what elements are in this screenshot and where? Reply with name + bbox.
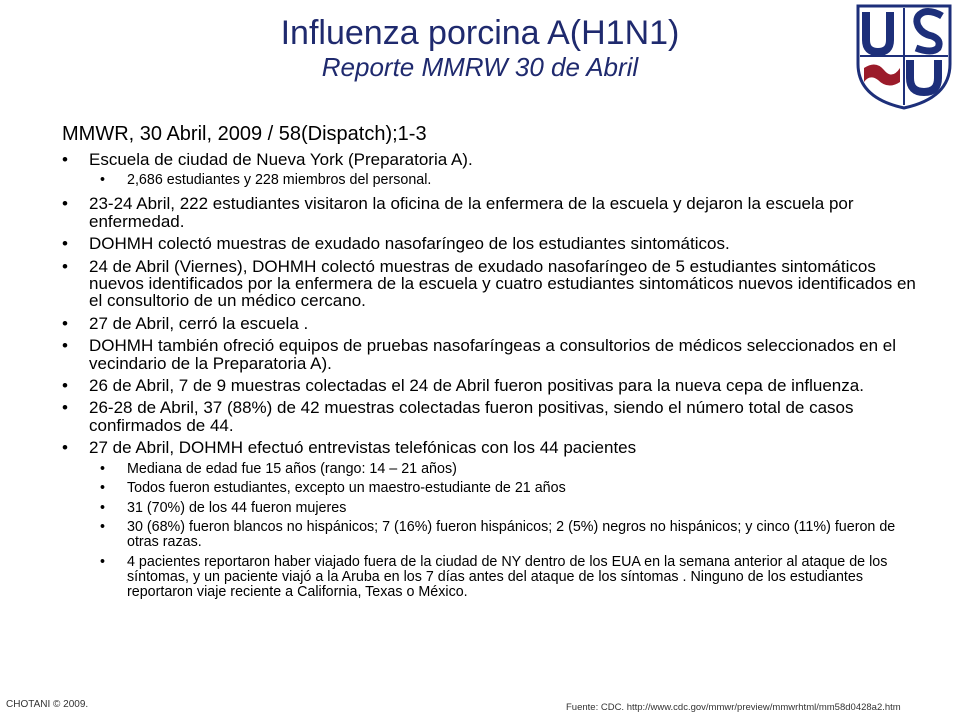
copyright-footer: CHOTANI © 2009. [6,699,89,710]
subbullet-women: • 31 (70%) de los 44 fueron mujeres [100,501,922,516]
bullet-nurse-visits: • 23-24 Abril, 222 estudiantes visitaron la oficina de la enfermera de la escuela y dejaron la escuela por enfermedad. [62,195,922,230]
subbullet-median-age: • Mediana de edad fue 15 años (rango: 14 – 21 años) [100,462,922,477]
slide-title-block [180,14,780,82]
bullet-interviews: • 27 de Abril, DOHMH efectuó entrevistas telefónicas con los 44 pacientes [62,439,922,456]
source-footer: Fuente: CDC. http://www.cdc.gov/mmwr/preview/mmwrhtml/mm58d0428a2.htm [566,702,901,713]
slide-title: Influenza porcina A(H1N1) [280,14,680,52]
subbullet-travel: • 4 pacientes reportaron haber viajado fuera de la ciudad de NY dentro de los EUA en la semana anterior al ataque de los síntomas, y un paciente viajó a la Aruba en los 7 días antes del ataque de los síntomas . Ninguno de los estudiantes reportaron viaje reciente a California, Texas o México. [100,555,922,600]
bullet-school-closed: • 27 de Abril, cerró la escuela . [62,315,922,332]
subbullet-students-staff: • 2,686 estudiantes y 228 miembros del personal. [100,173,922,188]
bullet-school: • Escuela de ciudad de Nueva York (Preparatoria A). [62,151,922,168]
slide-subtitle: Reporte MMRW 30 de Abril [321,52,639,82]
slide-body [62,122,922,604]
mmwr-heading: MMWR, 30 Abril, 2009 / 58(Dispatch);1-3 [62,123,427,145]
bullet-april-26-positive: • 26 de Abril, 7 de 9 muestras colectadas el 24 de Abril fueron positivas para la nueva cepa de influenza. [62,377,922,394]
usu-logo [852,2,956,110]
bullet-confirmed-cases: • 26-28 de Abril, 37 (88%) de 42 muestras colectadas fueron positivas, siendo el número total de casos confirmados de 44. [62,399,922,434]
subbullet-students: • Todos fueron estudiantes, excepto un maestro-estudiante de 21 años [100,481,922,496]
bullet-samples-collected: • DOHMH colectó muestras de exudado nasofaríngeo de los estudiantes sintomáticos. [62,235,922,252]
bullet-april-24-samples: • 24 de Abril (Viernes), DOHMH colectó muestras de exudado nasofaríngeo de 5 estudiantes sintomáticos nuevos identificados por la enfermera de la escuela y cuatro estudiantes sintomáticos nuevos identificados en el consultorio de un médico cercano. [62,258,922,310]
subbullet-race: • 30 (68%) fueron blancos no hispánicos; 7 (16%) fueron hispánicos; 2 (5%) negros no hispánicos; y cinco (11%) fueron de otras razas. [100,520,922,550]
bullet-test-kits: • DOHMH también ofreció equipos de pruebas nasofaríngeas a consultorios de médicos seleccionados en el vecindario de la Preparatoria A). [62,337,922,372]
